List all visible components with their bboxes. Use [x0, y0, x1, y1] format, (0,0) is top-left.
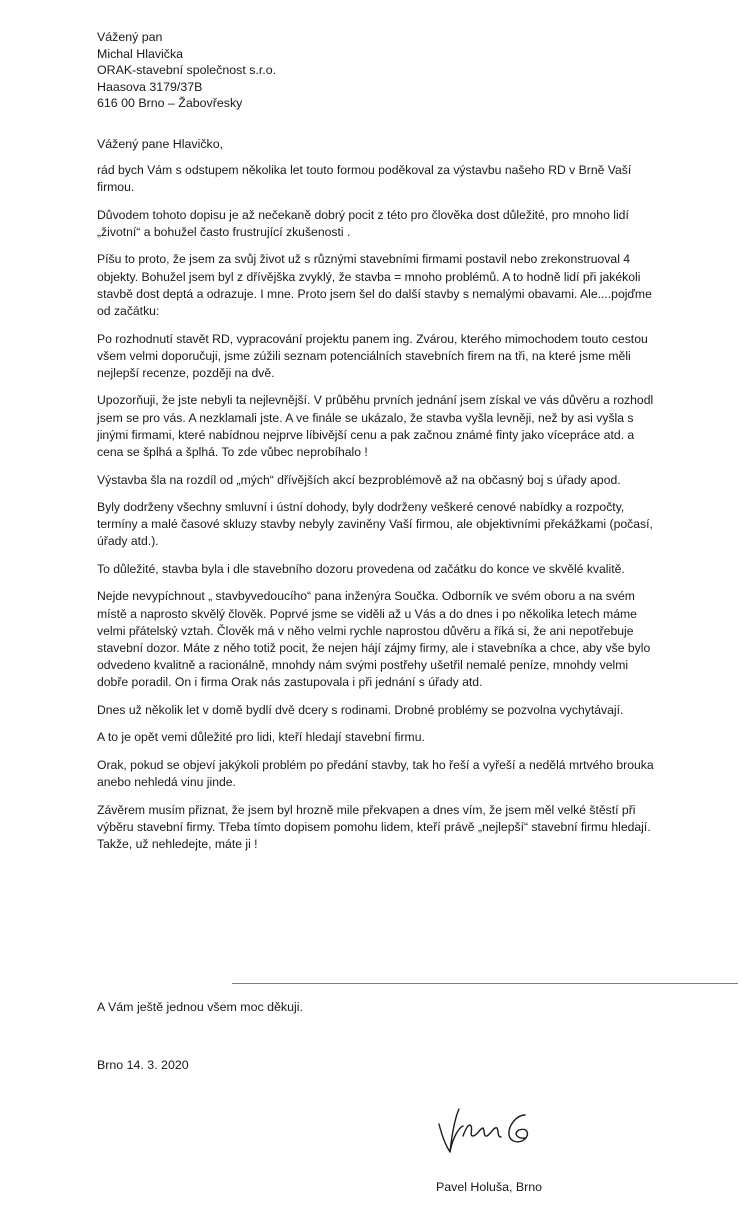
- body-paragraph: Závěrem musím přiznat, že jsem byl hrozně mile překvapen a dnes vím, že jsem měl velké štěstí při výběru stavební firmy. Třeba tímto dopisem pomohu lidem, kteří právě „nejlepší“ stavební firmu hledají. Takže, už nehledejte, máte ji !: [97, 802, 651, 852]
- body-paragraph: rád bych Vám s odstupem několika let touto formou poděkoval za výstavbu našeho RD v Brně Vaší firmou.: [97, 163, 632, 195]
- place-date: Brno 14. 3. 2020: [97, 1058, 189, 1072]
- body-paragraph: A to je opět vemi důležité pro lidi, kteří hledají stavební firmu.: [97, 730, 425, 745]
- page-divider: [232, 983, 738, 984]
- address-line: 616 00 Brno – Žabovřesky: [97, 96, 243, 111]
- body-paragraph: Výstavba šla na rozdíl od „mých“ dřívějších akcí bezproblémově až na občasný boj s úřady apod.: [97, 472, 621, 487]
- body-paragraph: Orak, pokud se objeví jakýkoli problém po předání stavby, tak ho řeší a vyřeší a nedělá mrtvého brouka anebo nehledá vinu jinde.: [97, 757, 654, 790]
- body-paragraph: Nejde nevypíchnout „ stavbyvedoucího“ pana inženýra Součka. Odborník ve svém oboru a na svém místě a naprosto skvělý člověk. Poprvé jsme se viděli až u Vás a do dnes i po několika letech máme velmi přátelský vztah. Člověk má v něho velmi rychle naprostou důvěru a říká si, že ani nepotřebuje stavební dozor. Máte z něho totiž pocit, že nejen hájí zájmy firmy, ale i stavebníka a chce, aby vše bylo odvedeno kvalitně a racionálně, mnohdy nám svými postřehy ušetřil nemalé peníze, mnohdy velmi dobře poradil. On i firma Orak nás zastupovala i při jednání s úřady atd.: [97, 589, 651, 690]
- handwritten-signature: [433, 1106, 543, 1158]
- address-line: Michal Hlavička: [97, 46, 184, 61]
- body-paragraph: Upozorňuji, že jste nebyli ta nejlevnější. V průběhu prvních jednání jsem získal ve vás důvěru a rozhodl jsem se pro vás. A nezklamali jste. A ve finále se ukázalo, že stavba vyšla levněji, než by asi vyšla s jinými firmami, které nabídnou nejprve líbivější cenu a pak začnou známé finty jako vícepráce atd. a cena se šplhá a šplhá. To zde vůbec neprobíhalo !: [97, 393, 654, 460]
- body-paragraph: Píšu to proto, že jsem za svůj život už s různými stavebními firmami postavil nebo zrekonstruoval 4 objekty. Bohužel jsem byl z dřívějška zvyklý, že stavba = mnoho problémů. A to hodně lidí při jakékoli stavbě dost deptá a odrazuje. I mne. Proto jsem šel do další stavby s nemalými obavami. Ale....pojďme od začátku:: [97, 252, 652, 319]
- letter-body: [97, 162, 657, 864]
- address-line: Haasova 3179/37B: [97, 79, 203, 94]
- closing-line: A Vám ještě jednou všem moc děkuji.: [97, 1000, 303, 1014]
- body-paragraph: Dnes už několik let v domě bydlí dvě dcery s rodinami. Drobné problémy se pozvolna vychytávají.: [97, 702, 624, 717]
- recipient-address: [97, 29, 276, 112]
- signer-name: Pavel Holuša, Brno: [436, 1180, 543, 1194]
- body-paragraph: Po rozhodnutí stavět RD, vypracování projektu panem ing. Zvárou, kterého mimochodem touto cestou všem velmi doporučuji, jsme zúžili seznam potenciálních stavebních firem na tři, na které jsme měli nejlepší recenze, později na dvě.: [97, 331, 648, 380]
- salutation: Vážený pane Hlavičko,: [97, 137, 224, 151]
- body-paragraph: Byly dodrženy všechny smluvní i ústní dohody, byly dodrženy veškeré cenové nabídky a rozpočty, termíny a malé časové skluzy stavby nebyly zaviněny Vaší firmou, ale objektivními překážkami (počasí, úřady atd.).: [97, 500, 653, 549]
- body-paragraph: Důvodem tohoto dopisu je až nečekaně dobrý pocit z této pro člověka dost důležité, pro mnoho lidí „životní“ a bohužel často frustrující zkušenosti .: [97, 207, 629, 239]
- address-line: Vážený pan: [97, 30, 163, 44]
- body-paragraph: To důležité, stavba byla i dle stavebního dozoru provedena od začátku do konce ve skvělé kvalitě.: [97, 561, 625, 576]
- address-line: ORAK-stavební společnost s.r.o.: [97, 63, 277, 78]
